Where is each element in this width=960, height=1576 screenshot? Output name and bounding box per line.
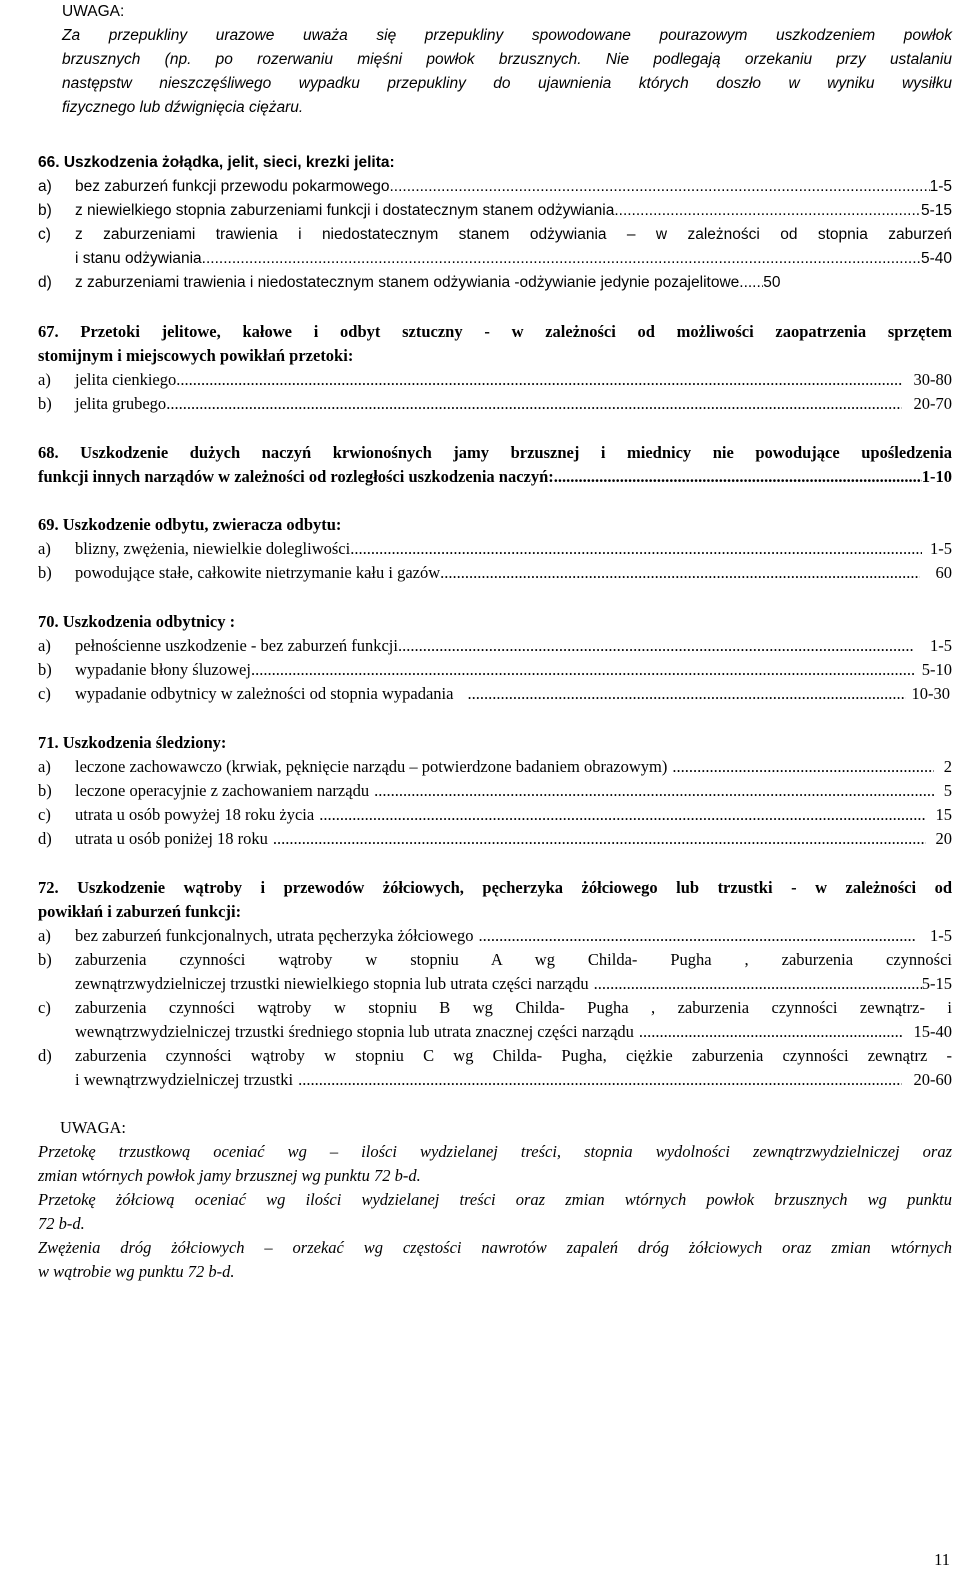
bottom-note-line: Przetokę trzustkową oceniać wg – ilości wydzielanej treści, stopnia wydolności zewnątrzwydzielniczej oraz [38,1142,952,1161]
item-text: leczone zachowawczo (krwiak, pęknięcie narządu – potwierdzone badaniem obrazowym) [75,757,668,776]
item-text: zaburzenia czynności wątroby w stopniu B wg Childa- Pugha , zaburzenia czynności zewnątrz- i [75,998,952,1017]
section-68-heading-line2: funkcji innych narządów w zależności od rozległości uszkodzenia naczyń: [38,467,554,486]
item-label: c) [38,805,51,824]
item-text: pełnościenne uszkodzenie - bez zaburzeń funkcji [75,636,398,655]
leader-dots [273,827,926,851]
leader-dots [440,561,919,585]
top-note-line: Za przepukliny urazowe uważa się przepukliny spowodowane pourazowym uszkodzeniem powłok [62,27,952,44]
bottom-note-line: w wątrobie wg punktu 72 b-d. [38,1262,235,1281]
item-text: i stanu odżywiania [75,250,202,267]
section-67-heading [38,320,952,368]
leader-dots [251,658,914,682]
item-value: 5-15 [920,202,952,219]
item-label: b) [38,394,52,413]
item-text: z zaburzeniami trawienia i niedostatecznym stanem odżywiania – w zależności od stopnia zaburzeń [75,226,952,243]
bottom-note-text [38,1140,952,1284]
item-text: wypadanie odbytnicy w zależności od stopnia wypadania [75,684,454,703]
item-text: blizny, zwężenia, niewielkie dolegliwości [75,539,351,558]
section-68-heading-line1: 68. Uszkodzenie dużych naczyń krwionośnych jamy brzusznej i miednicy nie powodujące upośledzenia [38,443,952,462]
leader-dots [554,465,922,489]
leader-dots [594,972,922,996]
section-69-heading: 69. Uszkodzenie odbytu, zwieracza odbytu: [38,515,342,534]
bottom-note-title: UWAGA: [60,1118,126,1137]
item-value: 20-60 [913,1070,952,1089]
item-label: d) [38,274,52,291]
item-label: a) [38,539,51,558]
item-value: 30-80 [913,370,952,389]
item-label: c) [38,998,51,1017]
leader-dots [176,368,901,392]
item-text: bez zaburzeń funkcjonalnych, utrata pęcherzyka żółciowego [75,926,474,945]
item-value: 5 [943,781,952,800]
item-label: c) [38,684,51,703]
top-note-line: fizycznego lub dźwignięcia ciężaru. [62,99,304,116]
section-70-heading: 70. Uszkodzenia odbytnicy : [38,612,236,631]
item-label: a) [38,757,51,776]
item-value: 15 [935,805,952,824]
item-text: powodujące stałe, całkowite nietrzymanie kału i gazów [75,563,441,582]
leader-dots [672,755,933,779]
item-text: i wewnątrzwydzielniczej trzustki [75,1070,294,1089]
leader-dots [389,175,929,199]
top-note-line: brzusznych (np. po rozerwaniu mięśni powłok brzusznych. Nie podlegają orzekaniu przy ustalaniu [62,51,952,68]
section-68-heading [38,441,952,489]
item-value: 5-10 [921,660,952,679]
leader-dots [202,247,921,271]
leader-dots [374,779,934,803]
section-66-heading: 66. Uszkodzenia żołądka, jelit, sieci, krezki jelita: [38,154,395,171]
item-value: 5-15 [921,974,952,993]
item-value: 20-70 [913,394,952,413]
item-value: 5-40 [920,250,952,267]
leader-dots [298,1068,901,1092]
top-note-text [62,24,952,120]
section-71-heading: 71. Uszkodzenia śledziony: [38,733,227,752]
leader-dots [639,1020,902,1044]
item-value: 60 [935,563,952,582]
item-label: d) [38,829,52,848]
item-label: a) [38,926,51,945]
item-text: wypadanie błony śluzowej [75,660,251,679]
item-text: zaburzenia czynności wątroby w stopniu C wg Childa- Pugha, ciężkie zaburzenia czynności zewnątrz - [75,1046,952,1065]
item-label: b) [38,563,52,582]
leader-dots [350,537,922,561]
item-label: a) [38,178,52,195]
item-value: 1-5 [929,178,952,195]
item-value: 1-5 [930,926,952,945]
item-text: jelita grubego [75,394,167,413]
item-value: 10-30 [911,684,950,703]
item-label: b) [38,781,52,800]
leader-dots [467,682,905,706]
leader-dots [614,199,921,223]
item-text: z zaburzeniami trawienia i niedostatecznym stanem odżywiania -odżywianie jedynie pozajelitowe [75,274,740,291]
item-label: a) [38,370,51,389]
item-text: jelita cienkiego [75,370,177,389]
bottom-note-line: zmian wtórnych powłok jamy brzusznej wg punktu 72 b-d. [38,1166,421,1185]
item-text: bez zaburzeń funkcji przewodu pokarmowego [75,178,390,195]
top-note-line: następstw nieszczęśliwego wypadku przepukliny do ujawnienia których doszło w wyniku wysiłku [62,75,952,92]
item-value: 20 [935,829,952,848]
top-note-title: UWAGA: [62,3,125,20]
section-72-heading-line1: 72. Uszkodzenie wątroby i przewodów żółciowych, pęcherzyka żółciowego lub trzustki - w zależności od [38,878,952,897]
bottom-note-line: Zwężenia dróg żółciowych – orzekać wg częstości nawrotów zapaleń dróg żółciowych oraz zmian wtórnych [38,1238,952,1257]
item-label: b) [38,950,52,969]
item-text: utrata u osób poniżej 18 roku [75,829,268,848]
item-label: d) [38,1046,52,1065]
item-value: 50 [763,274,781,291]
item-value: 15-40 [913,1022,952,1041]
item-value: 2 [943,757,952,776]
leader-dots [479,924,916,948]
item-text: wewnątrzwydzielniczej trzustki średniego stopnia lub utrata znacznej części narządu [75,1022,634,1041]
leader-dots [319,803,925,827]
section-67-heading-line1: 67. Przetoki jelitowe, kałowe i odbyt sztuczny - w zależności od możliwości zaopatrzenia sprzętem [38,322,952,341]
item-label: a) [38,636,51,655]
item-label: b) [38,202,52,219]
section-68-value: 1-10 [921,467,952,486]
bottom-note-line: Przetokę żółciową oceniać wg ilości wydzielanej treści oraz zmian wtórnych powłok brzusznych wg punktu [38,1190,952,1209]
item-text: zaburzenia czynności wątroby w stopniu A wg Childa- Pugha , zaburzenia czynności [75,950,952,969]
item-label: b) [38,660,52,679]
section-72-heading-line2: powikłań i zaburzeń funkcji: [38,902,242,921]
item-value: 1-5 [930,636,952,655]
section-72-heading [38,876,952,924]
bottom-note-line: 72 b-d. [38,1214,85,1233]
item-text: leczone operacyjnie z zachowaniem narządu [75,781,370,800]
item-value: 1-5 [930,539,952,558]
item-text: zewnątrzwydzielniczej trzustki niewielkiego stopnia lub utrata części narządu [75,974,589,993]
item-text: z niewielkiego stopnia zaburzeniami funkcji i dostatecznym stanem odżywiania [75,202,615,219]
leader-dots [739,271,763,295]
item-label: c) [38,226,51,243]
page-number: 11 [934,1550,950,1569]
section-67-heading-line2: stomijnym i miejscowych powikłań przetoki: [38,346,354,365]
leader-dots [166,392,901,416]
leader-dots [398,634,914,658]
item-text: utrata u osób powyżej 18 roku życia [75,805,315,824]
